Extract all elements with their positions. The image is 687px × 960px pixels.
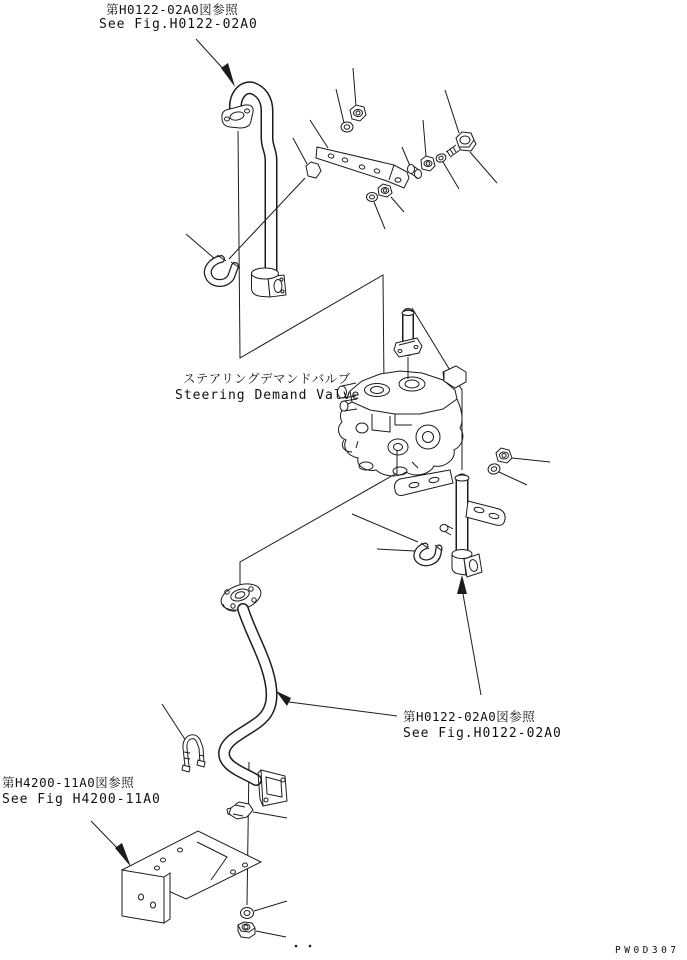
- upper-pipe-elbow: [252, 268, 287, 297]
- ref-label-bottom-left-jp: 第H4200-11A0図参照: [2, 775, 135, 790]
- washer-middle: [435, 153, 459, 189]
- ref-label-top-left-jp: 第H0122-02A0図参照: [106, 2, 239, 17]
- nut-right: [496, 448, 550, 463]
- valve-top-fitting: [394, 311, 422, 380]
- right-supply-pipe: [452, 475, 482, 577]
- upper-pipe-flange: [222, 105, 253, 128]
- washer-right: [487, 463, 527, 485]
- drawing-code: PW0D307: [615, 945, 680, 956]
- l-bracket: [122, 831, 261, 923]
- ref-label-top-left-en: See Fig.H0122-02A0: [99, 17, 258, 32]
- lower-pipe-flange-rect: [258, 770, 287, 806]
- bracket-plate-front: [466, 501, 505, 525]
- nut-top: [350, 68, 366, 121]
- mount-bracket-strip: [310, 120, 409, 188]
- pipe-clamp-lower: [227, 802, 287, 819]
- ref-arrow-bottom-left: [91, 821, 131, 867]
- valve-label-en: Steering Demand Valve: [175, 388, 361, 403]
- nut-below-bracket: [378, 184, 404, 212]
- u-bolt-clamp-upper: [186, 234, 240, 283]
- nut-middle: [421, 120, 435, 171]
- ref-label-right-jp: 第H0122-02A0図参照: [403, 709, 536, 724]
- stray-dots: [295, 945, 312, 948]
- bolt: [445, 90, 497, 183]
- lower-suction-pipe: [224, 609, 272, 780]
- nut-bottom: [238, 922, 286, 938]
- pipe-connector: [440, 525, 453, 536]
- ref-label-bottom-left-en: See Fig H4200-11A0: [2, 792, 161, 807]
- hose-clip: [162, 704, 205, 772]
- steering-demand-valve: [338, 366, 467, 476]
- valve-label-jp: ステアリングデマンドバルブ: [183, 371, 351, 386]
- washer-below-bracket: [367, 193, 386, 230]
- ref-label-right-en: See Fig.H0122-02A0: [403, 726, 562, 741]
- u-bolt-clamp-right: [352, 514, 442, 563]
- ref-arrow-top-left: [196, 39, 235, 87]
- ref-arrow-right-pipe: [457, 575, 481, 695]
- ref-arrow-lower-pipe: [276, 691, 397, 716]
